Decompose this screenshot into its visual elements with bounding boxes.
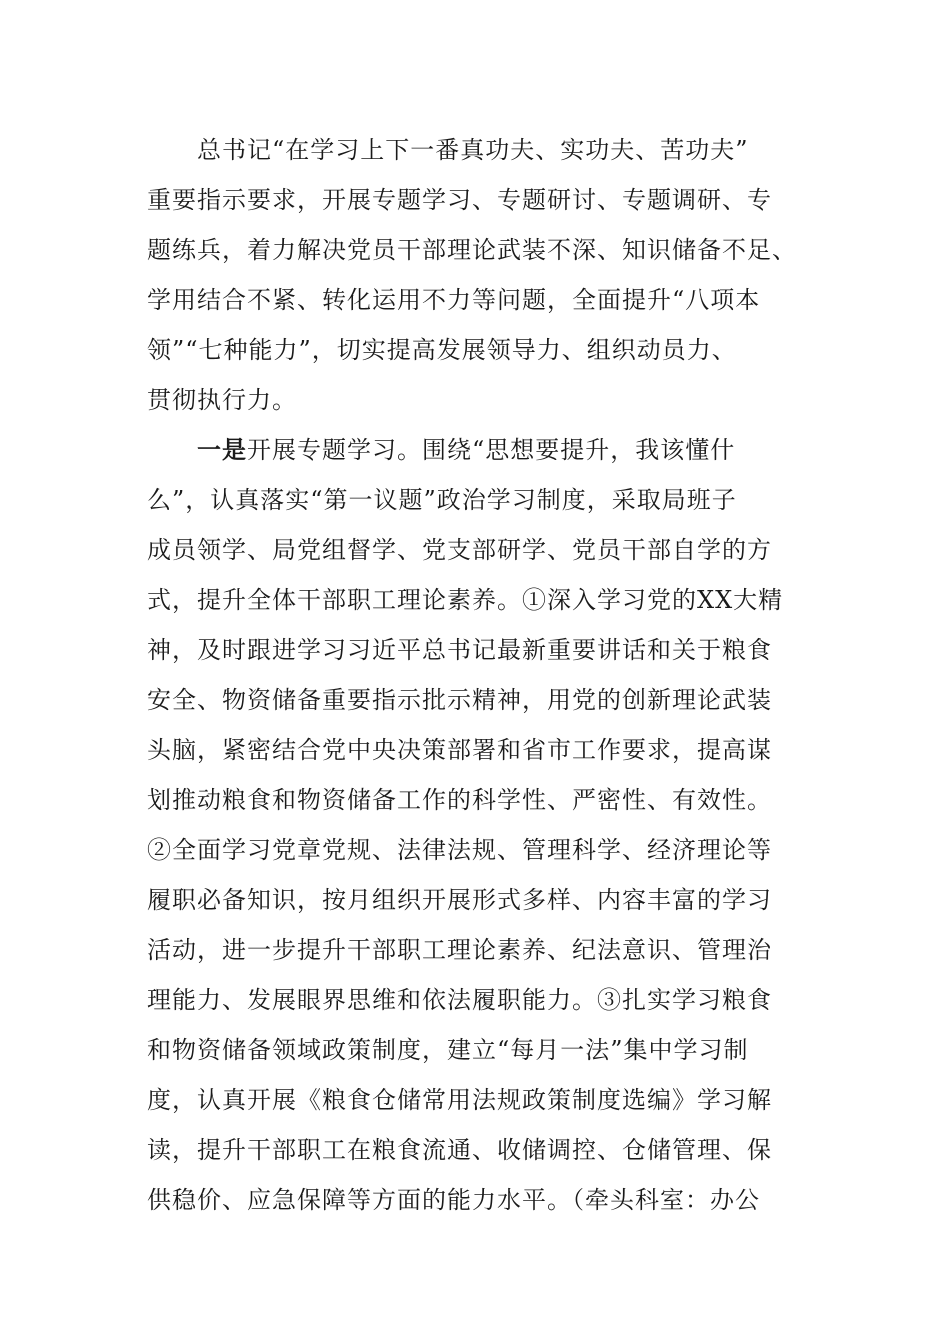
paragraph-1-line-3: 题练兵，着力解决党员干部理论武装不深、知识储备不足、 xyxy=(147,236,797,264)
paragraph-2-line-14: 度，认真开展《粮食仓储常用法规政策制度选编》学习解 xyxy=(147,1086,772,1114)
paragraph-2-line-8: 划推动粮食和物资储备工作的科学性、严密性、有效性。 xyxy=(147,786,772,814)
paragraph-2-line-7: 头脑，紧密结合党中央决策部署和省市工作要求，提高谋 xyxy=(147,736,772,764)
paragraph-2-line-3: 成员领学、局党组督学、党支部研学、党员干部自学的方 xyxy=(147,536,772,564)
paragraph-2-line-4: 式，提升全体干部职工理论素养。①深入学习党的XX大精 xyxy=(147,586,784,614)
paragraph-2-line-11: 活动，进一步提升干部职工理论素养、纪法意识、管理治 xyxy=(147,936,772,964)
paragraph-1-line-6: 贯彻执行力。 xyxy=(147,386,297,414)
paragraph-1-line-1: 总书记“在学习上下一番真功夫、实功夫、苦功夫” xyxy=(197,136,749,164)
paragraph-2-line-2: 么”，认真落实“第一议题”政治学习制度，采取局班子 xyxy=(147,486,737,514)
paragraph-2-line-16: 供稳价、应急保障等方面的能力水平。（牵头科室：办公 xyxy=(147,1186,760,1214)
paragraph-2-line-5: 神，及时跟进学习习近平总书记最新重要讲话和关于粮食 xyxy=(147,636,772,664)
paragraph-2-line-6: 安全、物资储备重要指示批示精神，用党的创新理论武装 xyxy=(147,686,772,714)
paragraph-2-line-12: 理能力、发展眼界思维和依法履职能力。③扎实学习粮食 xyxy=(147,986,772,1014)
paragraph-2-line-13: 和物资储备领域政策制度，建立“每月一法”集中学习制 xyxy=(147,1036,749,1064)
paragraph-2-line-1 xyxy=(197,425,735,475)
paragraph-2-lead-rest: 开展专题学习。围绕“思想要提升，我该懂什 xyxy=(247,436,736,464)
paragraph-2-line-15: 读，提升干部职工在粮食流通、收储调控、仓储管理、保 xyxy=(147,1136,772,1164)
paragraph-1-line-5: 领”“七种能力”，切实提高发展领导力、组织动员力、 xyxy=(147,336,737,364)
paragraph-1-line-4: 学用结合不紧、转化运用不力等问题，全面提升“八项本 xyxy=(147,286,761,314)
paragraph-2-line-9: ②全面学习党章党规、法律法规、管理科学、经济理论等 xyxy=(147,836,772,864)
paragraph-2-line-10: 履职必备知识，按月组织开展形式多样、内容丰富的学习 xyxy=(147,886,772,914)
paragraph-2-lead-bold: 一是 xyxy=(197,435,247,464)
paragraph-1-line-2: 重要指示要求，开展专题学习、专题研讨、专题调研、专 xyxy=(147,186,772,214)
